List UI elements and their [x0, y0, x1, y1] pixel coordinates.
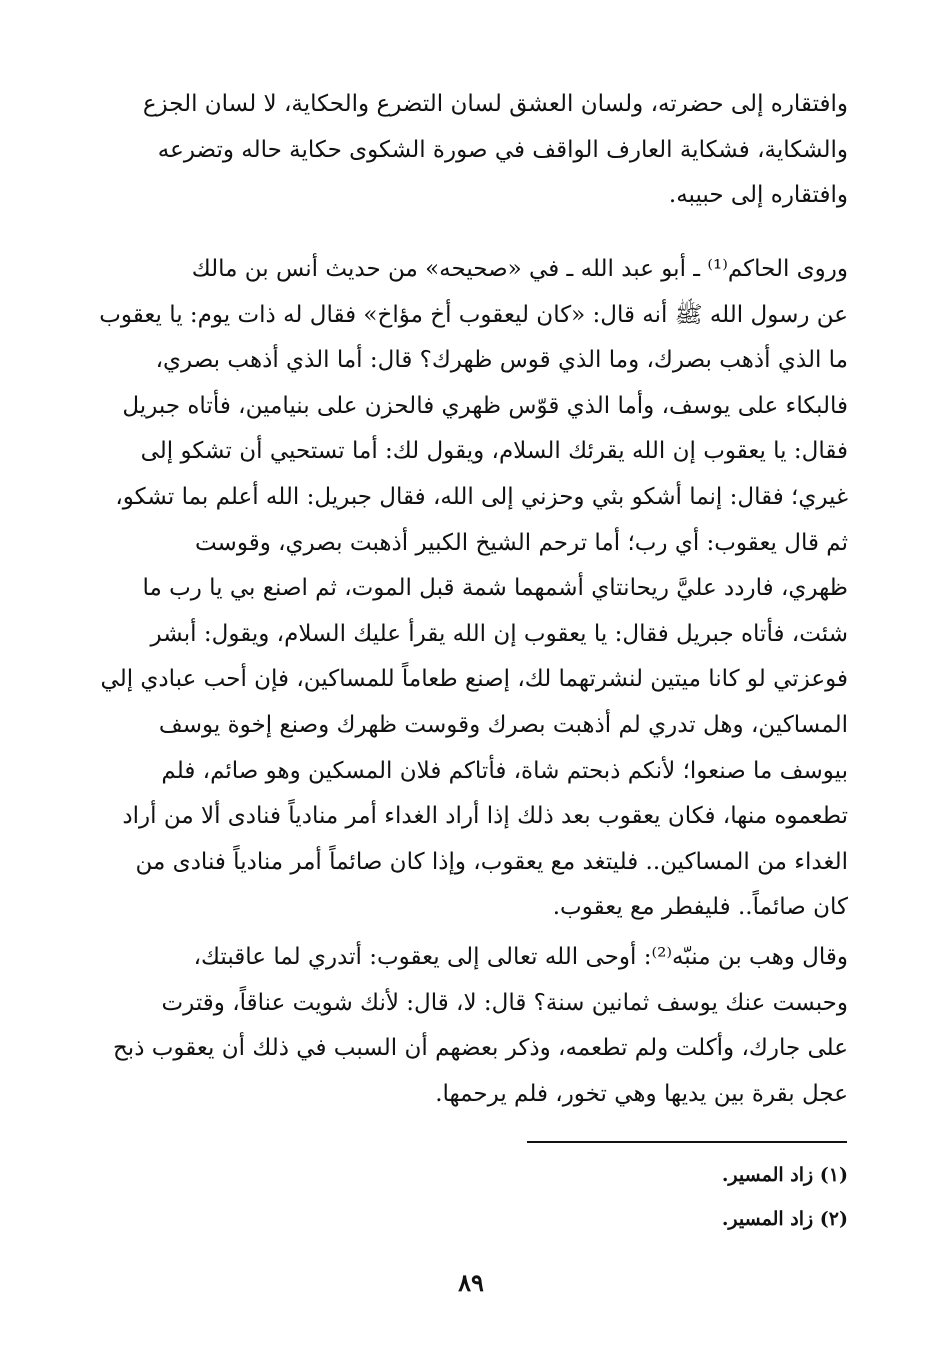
text-line: شئت، فأتاه جبريل فقال: يا يعقوب إن الله يقرأ عليك السلام، ويقول: أبشر [150, 620, 848, 647]
text-line: وقال وهب بن منبّه⁽²⁾: أوحى الله تعالى إلى يعقوب: أتدري لما عاقبتك، [193, 944, 848, 970]
paragraph-2 [78, 247, 848, 931]
text-line: المساكين، وهل تدري لم أذهبت بصرك وقوست ظهرك وصنع إخوة يوسف [158, 711, 848, 738]
text-line: والشكاية، فشكاية العارف الواقف في صورة الشكوى حكاية حاله وتضرعه [157, 136, 848, 163]
paragraph-1 [78, 82, 848, 219]
page-number: ٨٩ [458, 1268, 484, 1297]
text-line: على جارك، وأكلت ولم تطعمه، وذكر بعضهم أن السبب في ذلك أن يعقوب ذبح [112, 1035, 848, 1062]
text-line: ظهري، فاردد عليَّ ريحانتاي أشمهما شمة قبل الموت، ثم اصنع بي يا رب ما [142, 575, 848, 602]
footnote-separator [527, 1141, 847, 1143]
text-line: وروى الحاكم⁽¹⁾ ـ أبو عبد الله ـ في «صحيحه» من حديث أنس بن مالك [191, 256, 848, 282]
paragraph-3 [78, 935, 848, 1117]
text-line: كان صائماً.. فليفطر مع يعقوب. [552, 894, 848, 921]
text-line: وافتقاره إلى حضرته، ولسان العشق لسان التضرع والحكاية، لا لسان الجزع [142, 91, 848, 117]
text-line: ما الذي أذهب بصرك، وما الذي قوس ظهرك؟ قال: أما الذي أذهب بصري، [155, 347, 848, 374]
text-line: عجل بقرة بين يديها وهي تخور، فلم يرحمها. [435, 1080, 848, 1107]
text-line: الغداء من المساكين.. فليتغد مع يعقوب، وإذا كان صائماً أمر منادياً فنادى من [135, 848, 848, 875]
text-line: غيري؛ فقال: إنما أشكو بثي وحزني إلى الله، فقال جبريل: الله أعلم بما تشكو، [115, 483, 848, 510]
text-line: فالبكاء على يوسف، وأما الذي قوّس ظهري فالحزن على بنيامين، فأتاه جبريل [122, 392, 848, 419]
text-line: بيوسف ما صنعوا؛ لأنكم ذبحتم شاة، فأتاكم فلان المسكين وهو صائم، فلم [161, 757, 848, 784]
text-line: وحبست عنك يوسف ثمانين سنة؟ قال: لا، قال: لأنك شويت عناقاً، وقترت [161, 989, 848, 1016]
footnote-2: (٢) زاد المسير. [721, 1208, 848, 1230]
footnote-1: (١) زاد المسير. [721, 1164, 848, 1186]
text-line: وافتقاره إلى حبيبه. [668, 182, 848, 209]
text-line: تطعموه منها، فكان يعقوب بعد ذلك إذا أراد الغداء أمر منادياً فنادى ألا من أراد [122, 803, 848, 830]
text-line: فقال: يا يعقوب إن الله يقرئك السلام، ويقول لك: أما تستحيي أن تشكو إلى [140, 438, 848, 465]
text-line: ثم قال يعقوب: أي رب؛ أما ترحم الشيخ الكبير أذهبت بصري، وقوست [194, 529, 848, 556]
text-line: فوعزتي لو كانا ميتين لنشرتهما لك، إصنع طعاماً للمساكين، فإن أحب عبادي إلي [100, 666, 848, 693]
text-line: عن رسول الله ﷺ أنه قال: «كان ليعقوب أخ مؤاخ» فقال له ذات يوم: يا يعقوب [99, 301, 848, 328]
